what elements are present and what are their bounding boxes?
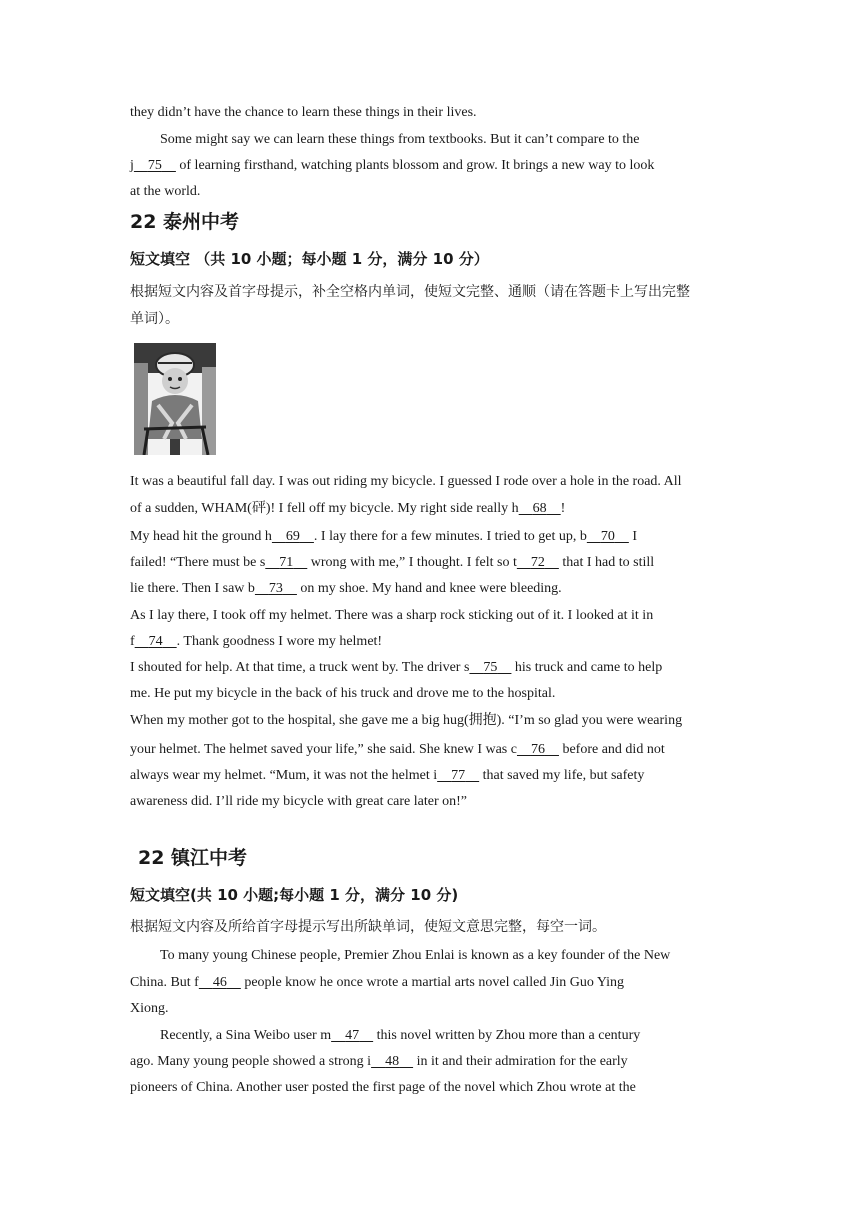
blank-70: 70 [600,529,615,544]
text-line: f 74 . Thank goodness I wore my helmet! [130,634,383,649]
text-line: Recently, a Sina Weibo user m 47 this novel written by Zhou more than a century [160,1028,641,1043]
blank-75: 75 [483,660,498,675]
text-line: at the world. [130,184,201,199]
text-line: awareness did. I’ll ride my bicycle with great care later on!” [130,794,468,809]
instruction-text: 根据短文内容及所给首字母提示写出所缺单词，使短文意思完整，每空一词。 [130,919,606,935]
text-line: Xiong. [130,1001,169,1016]
text-line: To many young Chinese people, Premier Zhou Enlai is known as a key founder of the New [160,948,671,963]
section-heading-zhenjiang: 22 镇江中考 [138,847,248,869]
section-subheading: 短文填空(共 10 小题;每小题 1 分，满分 10 分) [130,886,459,904]
blank-73: 73 [268,581,283,596]
blank-74: 74 [148,634,163,649]
blank-72: 72 [530,555,545,570]
text-line: always wear my helmet. “Mum, it was not the helmet i 77 that saved my life, but safety [130,768,645,783]
text-line: I shouted for help. At that time, a truck went by. The driver s 75 his truck and came to help [130,660,663,675]
text-line: pioneers of China. Another user posted the first page of the novel which Zhou wrote at the [130,1080,636,1095]
blank-75: 75 [147,158,162,173]
cyclist-photo [134,343,216,455]
text-line: j 75 of learning firsthand, watching plants blossom and grow. It brings a new way to look [130,158,655,173]
instruction-text: 单词）。 [130,311,179,327]
section-subheading: 短文填空 （共 10 小题；每小题 1 分，满分 10 分） [130,250,489,268]
text-line: failed! “There must be s 71 wrong with me,” I thought. I felt so t 72 that I had to still [130,555,655,570]
blank-47: 47 [345,1028,360,1043]
text-line: As I lay there, I took off my helmet. There was a sharp rock sticking out of it. I looked at it in [130,608,654,623]
blank-46: 46 [212,975,227,990]
blank-69: 69 [285,529,300,544]
text-line: When my mother got to the hospital, she gave me a big hug(拥抱). “I’m so glad you were wearing [130,713,683,728]
instruction-text: 根据短文内容及首字母提示，补全空格内单词，使短文完整、通顺（请在答题卡上写出完整 [130,284,690,300]
text-line: your helmet. The helmet saved your life,” she said. She knew I was c 76 before and did not [130,742,665,757]
text-line: Some might say we can learn these things from textbooks. But it can’t compare to the [160,132,640,147]
blank-76: 76 [530,742,545,757]
text-line: It was a beautiful fall day. I was out riding my bicycle. I guessed I rode over a hole in the road. All [130,474,682,489]
section-heading-taizhou: 22 泰州中考 [130,211,240,233]
text-line: My head hit the ground h 69 . I lay there for a few minutes. I tried to get up, b 70 I [130,529,638,544]
blank-48: 48 [385,1054,400,1069]
text-line: of a sudden, WHAM(砰)! I fell off my bicycle. My right side really h 68 ! [130,501,566,516]
blank-68: 68 [532,501,547,516]
blank-71: 71 [279,555,294,570]
blank-77: 77 [451,768,466,783]
text-line: ago. Many young people showed a strong i 48 in it and their admiration for the early [130,1054,628,1069]
text-line: lie there. Then I saw b 73 on my shoe. My hand and knee were bleeding. [130,581,562,596]
text-line: China. But f 46 people know he once wrote a martial arts novel called Jin Guo Ying [130,975,625,990]
text-line: they didn’t have the chance to learn these things in their lives. [130,105,477,120]
text-line: me. He put my bicycle in the back of his truck and drove me to the hospital. [130,686,556,701]
